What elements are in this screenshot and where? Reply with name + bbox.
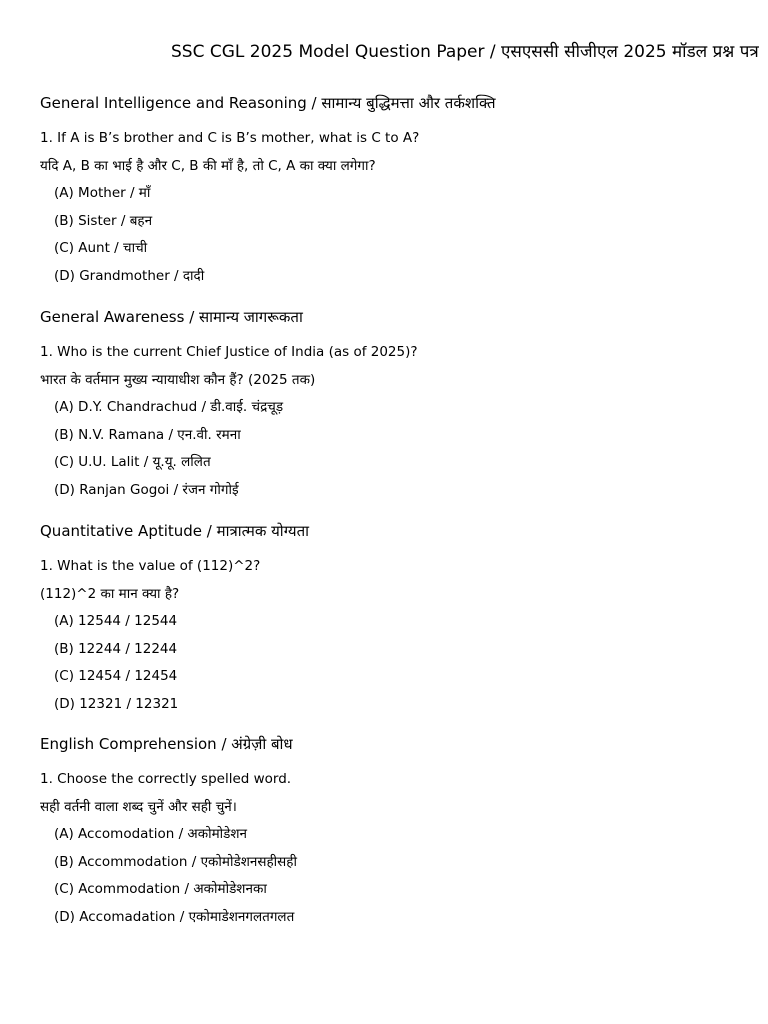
question-text-hindi: यदि A, B का भाई है और C, B की माँ है, तो C, A का क्या लगेगा? (40, 157, 376, 174)
question-text-hindi: (112)^2 का मान क्या है? (40, 585, 180, 602)
section-general-awareness (40, 306, 768, 508)
option-d: (D) Accomadation / एकोमाडेशनगलतगलत (54, 908, 295, 925)
question-text-hindi: सही वर्तनी वाला शब्द चुनें और सही चुनें। (40, 798, 237, 815)
option-d: (D) Grandmother / दादी (54, 267, 205, 284)
option-c: (C) Aunt / चाची (54, 240, 148, 256)
section-heading: General Intelligence and Reasoning / सामान्य बुद्धिमत्ता और तर्कशक्ति (40, 94, 496, 112)
section-heading: English Comprehension / अंग्रेज़ी बोध (40, 735, 293, 753)
option-b: (B) 12244 / 12244 (54, 640, 178, 657)
option-a: (A) Accomodation / अकोमोडेशन (54, 826, 248, 842)
option-c: (C) 12454 / 12454 (54, 668, 178, 684)
section-quantitative-aptitude (40, 520, 768, 722)
section-english-comprehension (40, 733, 768, 935)
option-b: (B) Sister / बहन (54, 212, 153, 229)
option-d: (D) Ranjan Gogoi / रंजन गोगोई (54, 481, 239, 498)
option-a: (A) 12544 / 12544 (54, 613, 178, 629)
option-d: (D) 12321 / 12321 (54, 695, 179, 712)
question-text-hindi: भारत के वर्तमान मुख्य न्यायाधीश कौन हैं? (2025 तक) (40, 371, 316, 388)
question-text-english: 1. What is the value of (112)^2? (40, 558, 261, 574)
option-b: (B) N.V. Ramana / एन.वी. रमना (54, 426, 241, 443)
option-b: (B) Accommodation / एकोमोडेशनसहीसही (54, 853, 297, 870)
section-reasoning (40, 92, 768, 294)
section-heading: General Awareness / सामान्य जागरूकता (40, 308, 303, 326)
question-text-english: 1. Choose the correctly spelled word. (40, 771, 292, 787)
option-a: (A) Mother / माँ (54, 185, 151, 201)
option-c: (C) Acommodation / अकोमोडेशनका (54, 881, 267, 897)
option-a: (A) D.Y. Chandrachud / डी.वाई. चंद्रचूड़ (54, 399, 284, 415)
question-text-english: 1. If A is B’s brother and C is B’s mother, what is C to A? (40, 130, 420, 146)
paper-title: SSC CGL 2025 Model Question Paper / एसएससी सीजीएल 2025 मॉडल प्रश्न पत्र (171, 42, 759, 62)
section-heading: Quantitative Aptitude / मात्रात्मक योग्यता (40, 522, 310, 540)
option-c: (C) U.U. Lalit / यू.यू. ललित (54, 454, 211, 470)
question-text-english: 1. Who is the current Chief Justice of India (as of 2025)? (40, 344, 418, 360)
